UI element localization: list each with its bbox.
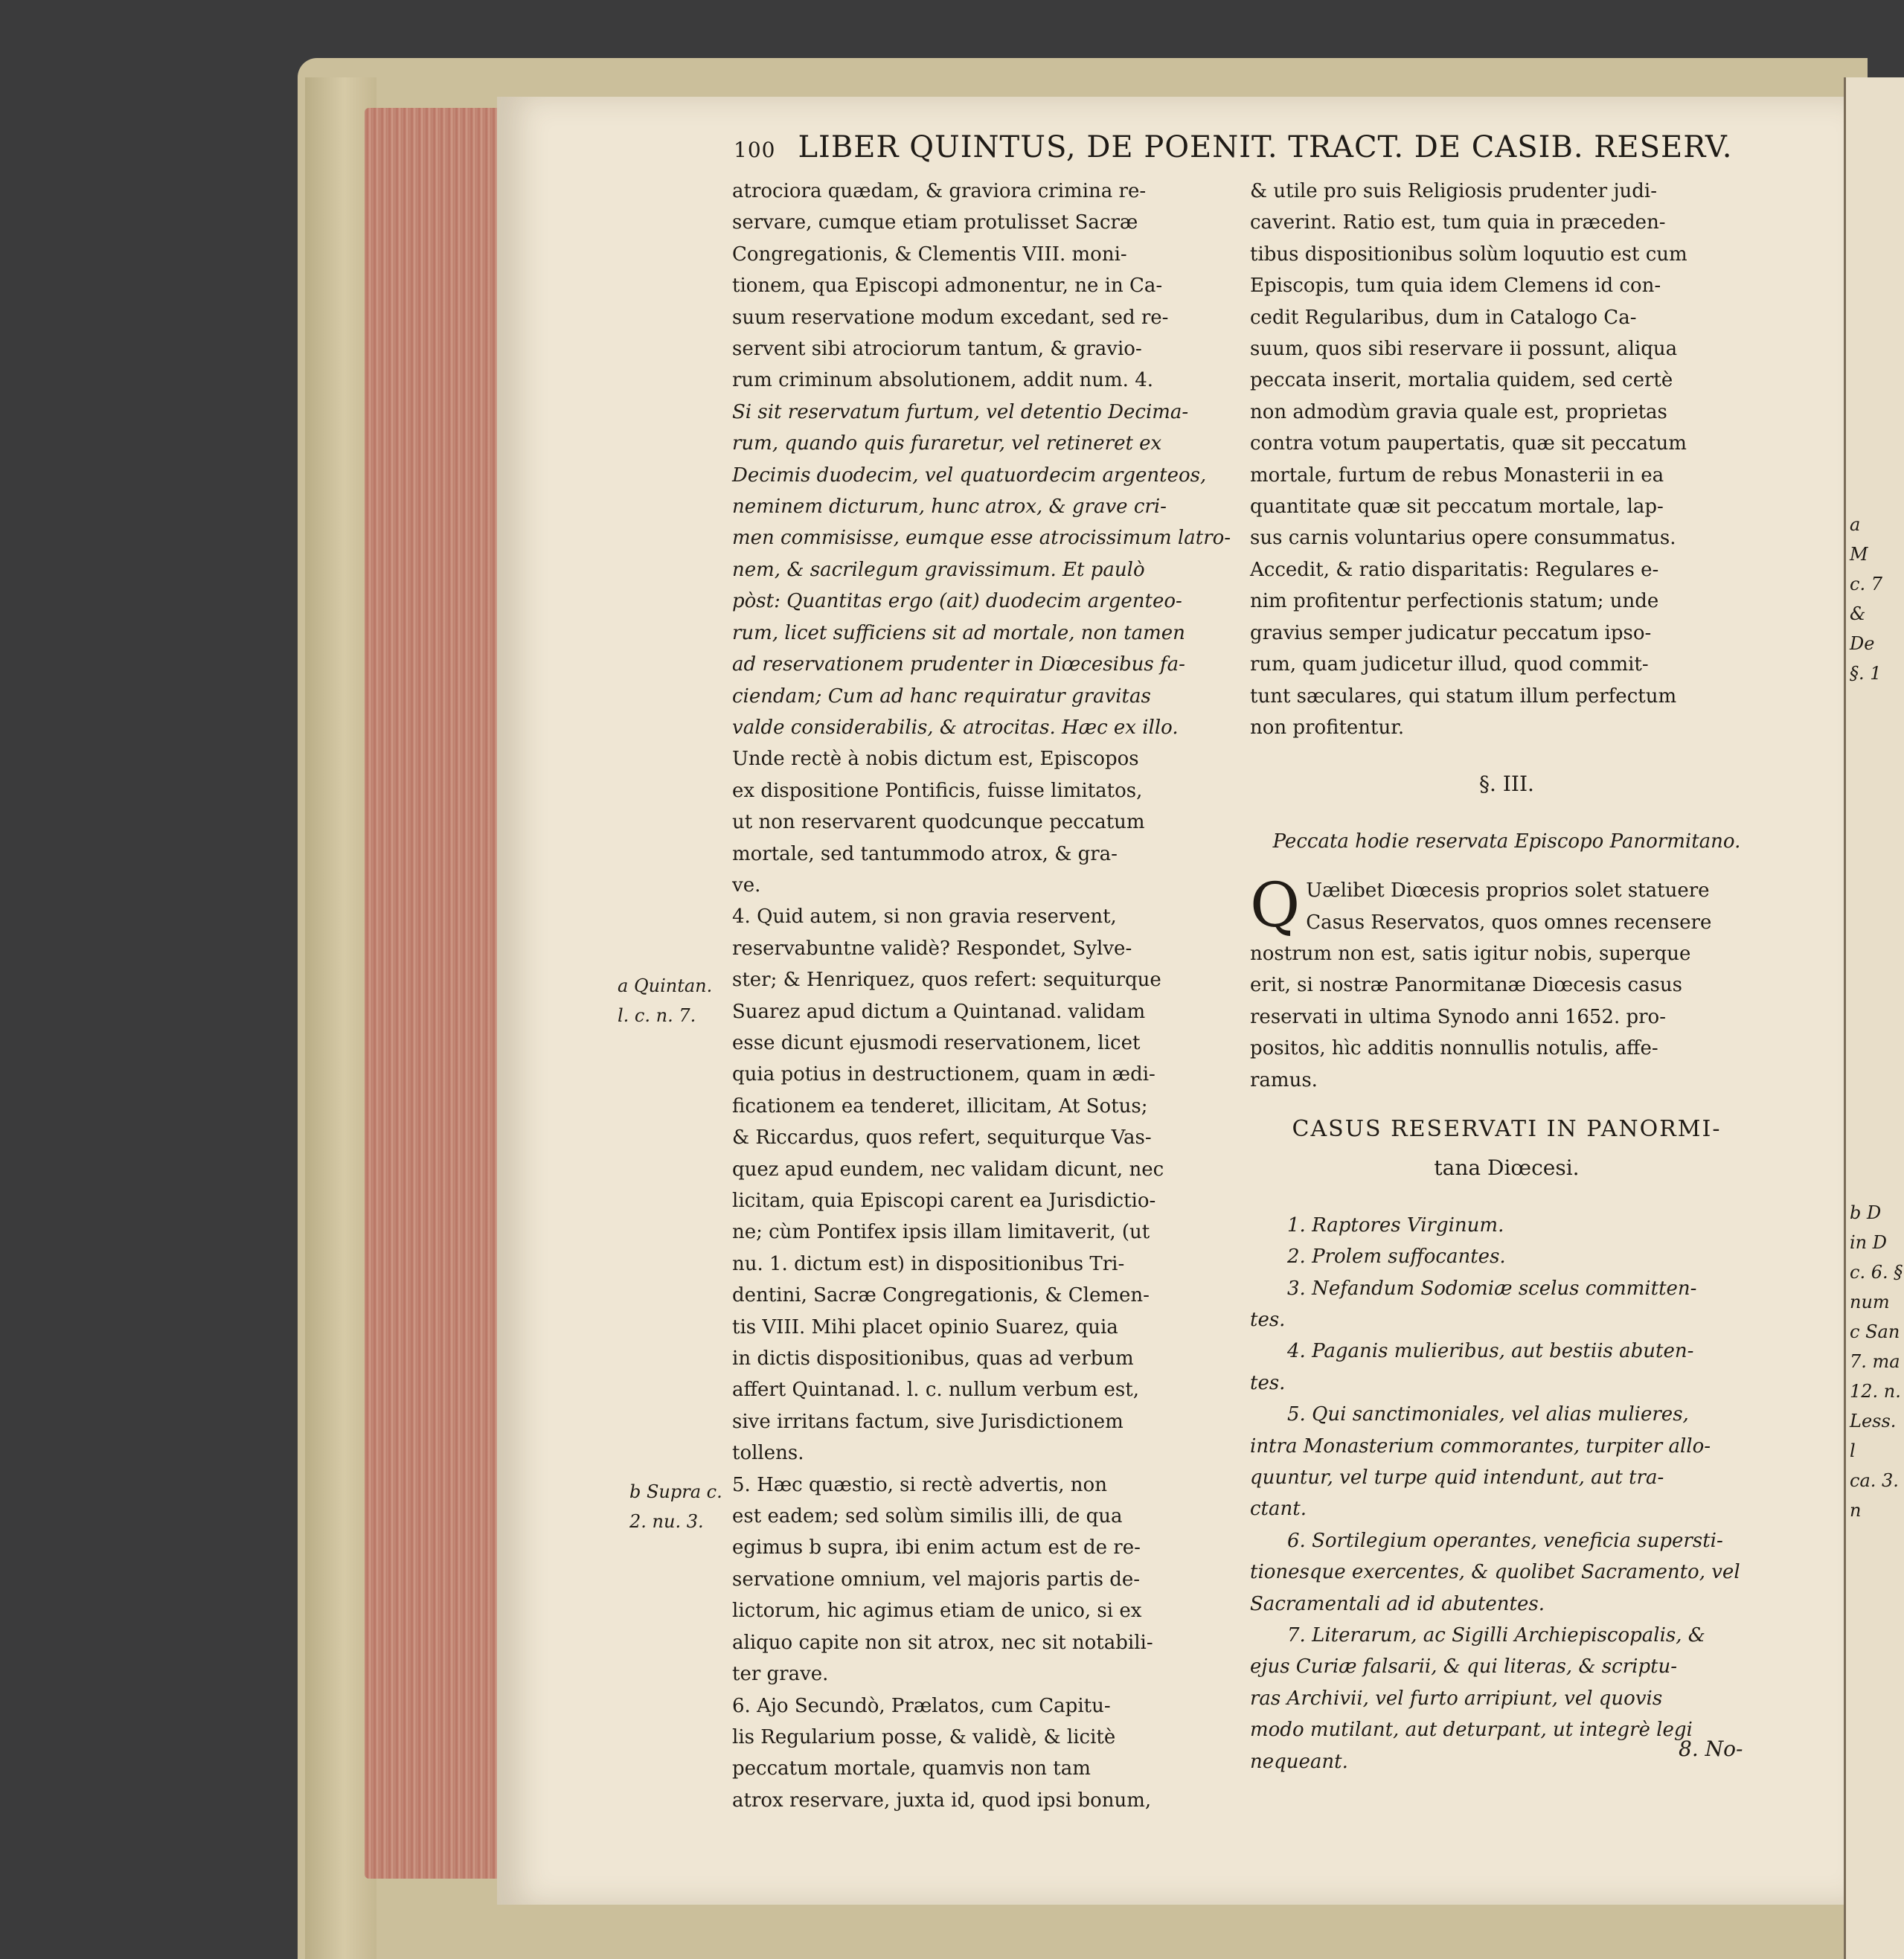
list-item: 5. Qui sanctimoniales, vel alias mulieres, xyxy=(1287,1403,1689,1426)
text-line: tis VIII. Mihi placet opinio Suarez, quia xyxy=(732,1315,1118,1338)
text-line: erit, si nostræ Panormitanæ Diœcesis casus xyxy=(1250,974,1682,997)
margin-line: Less. l xyxy=(1850,1411,1897,1461)
text-line: esse dicunt ejusmodi reservationem, licet xyxy=(732,1031,1141,1054)
margin-line: num xyxy=(1850,1292,1890,1312)
text-line: sus carnis voluntarius opere consummatus. xyxy=(1250,527,1676,550)
text-line: & Riccardus, quos refert, sequiturque Vas- xyxy=(732,1126,1152,1150)
text-line: affert Quintanad. l. c. nullum verbum est, xyxy=(732,1379,1139,1402)
text-line: peccata inserit, mortalia quidem, sed certè xyxy=(1250,369,1673,392)
margin-line: 2. nu. 3. xyxy=(629,1511,704,1532)
list-item: quuntur, vel turpe quid intendunt, aut tra- xyxy=(1250,1466,1664,1490)
list-item: 1. Raptores Virginum. xyxy=(1287,1213,1504,1237)
margin-line: c San xyxy=(1850,1321,1900,1342)
list-item: 7. Literarum, ac Sigilli Archiepiscopalis, & xyxy=(1287,1624,1705,1647)
list-item: tes. xyxy=(1250,1371,1286,1394)
text-line: suum reservatione modum excedant, sed re- xyxy=(732,306,1169,329)
text-line: atrociora quædam, & graviora crimina re- xyxy=(732,180,1147,202)
text-line: contra votum paupertatis, quæ sit peccatum xyxy=(1250,432,1687,455)
text-line: dentini, Sacræ Congregationis, & Clemen- xyxy=(732,1284,1150,1307)
text-line: valde considerabilis, & atrocitas. Hæc ex illo. xyxy=(732,716,1179,739)
text-line: rum criminum absolutionem, addit num. 4. xyxy=(732,369,1154,392)
text-line: pòst: Quantitas ergo (ait) duodecim argenteo- xyxy=(732,590,1182,613)
list-item: tionesque exercentes, & quolibet Sacramento, vel xyxy=(1250,1561,1740,1584)
text-line: peccatum mortale, quamvis non tam xyxy=(732,1757,1091,1780)
text-line: 6. Ajo Secundò, Prælatos, cum Capitu- xyxy=(732,1694,1111,1717)
page-number: 100 xyxy=(734,138,776,162)
text-line: nem, & sacrilegum gravissimum. Et paulò xyxy=(732,558,1145,581)
page-fore-edge xyxy=(365,108,499,1879)
catchword: 8. No- xyxy=(1679,1737,1743,1761)
list-item: ras Archivii, vel furto arripiunt, vel quovis xyxy=(1250,1687,1663,1710)
text-line: aliquo capite non sit atrox, nec sit notabili- xyxy=(732,1631,1153,1654)
margin-line: De xyxy=(1850,633,1875,654)
margin-line: a xyxy=(1850,514,1861,535)
margin-line: c. 7 xyxy=(1850,574,1882,594)
text-line: Episcopis, tum quia idem Clemens id con- xyxy=(1250,275,1661,298)
text-line: sive irritans factum, sive Jurisdictionem xyxy=(732,1410,1124,1433)
text-line: nostrum non est, satis igitur nobis, superque xyxy=(1250,942,1691,965)
text-line: servent sibi atrociorum tantum, & gravio- xyxy=(732,338,1142,361)
text-line: lis Regularium posse, & validè, & licitè xyxy=(732,1725,1116,1748)
list-item: modo mutilant, aut deturpant, ut integrè legi xyxy=(1250,1719,1693,1742)
text-line: lictorum, hic agimus etiam de unico, si ex xyxy=(732,1600,1142,1623)
text-line: tionem, qua Episcopi admonentur, ne in Ca- xyxy=(732,275,1163,298)
text-line: nu. 1. dictum est) in dispositionibus Tri- xyxy=(732,1252,1125,1275)
list-item: 3. Nefandum Sodomiæ scelus committen- xyxy=(1287,1277,1697,1300)
text-line: men commisisse, eumque esse atrocissimum latro- xyxy=(732,527,1231,550)
text-line: ramus. xyxy=(1250,1068,1318,1091)
margin-line: §. 1 xyxy=(1850,663,1882,684)
running-header xyxy=(734,130,1733,164)
margin-line: M xyxy=(1850,544,1868,565)
margin-note-b xyxy=(629,1477,722,1536)
text-line: non profitentur. xyxy=(1250,716,1405,739)
margin-line: b Supra c. xyxy=(629,1481,722,1502)
intro-paragraph xyxy=(1250,871,1763,1096)
text-line: gravius semper judicatur peccatum ipso- xyxy=(1250,621,1652,644)
margin-line: & xyxy=(1850,603,1866,624)
margin-line: 12. n. xyxy=(1850,1381,1901,1402)
right-page-sliver xyxy=(1844,77,1904,1959)
margin-line: ca. 3. n xyxy=(1850,1470,1899,1521)
text-line: Suarez apud dictum a Quintanad. validam xyxy=(732,1000,1146,1023)
text-line: ut non reservarent quodcunque peccatum xyxy=(732,811,1145,834)
text-line: mortale, furtum de rebus Monasterii in ea xyxy=(1250,464,1664,487)
section-subheading: Peccata hodie reservata Episcopo Panormitano. xyxy=(1272,830,1741,853)
text-line: est eadem; sed solùm similis illi, de qua xyxy=(732,1505,1123,1528)
text-line: mortale, sed tantummodo atrox, & gra- xyxy=(732,842,1118,865)
margin-line: b D xyxy=(1850,1202,1882,1223)
left-text-column xyxy=(732,176,1231,1816)
text-line: 4. Quid autem, si non gravia reservent, xyxy=(732,905,1117,929)
list-item: nequeant. xyxy=(1250,1750,1348,1773)
text-line: reservabuntne validè? Respondet, Sylve- xyxy=(732,937,1132,960)
text-line: atrox reservare, juxta id, quod ipsi bonum, xyxy=(732,1789,1152,1812)
text-line: ciendam; Cum ad hanc requiratur gravitas xyxy=(732,684,1151,708)
text-line: licitam, quia Episcopi carent ea Jurisdictio- xyxy=(732,1190,1156,1212)
text-line: rum, quam judicetur illud, quod commit- xyxy=(1250,653,1649,676)
text-line: quantitate quæ sit peccatum mortale, lap- xyxy=(1250,496,1664,519)
margin-line: c. 6. § xyxy=(1850,1262,1903,1283)
margin-line: l. c. n. 7. xyxy=(618,1005,696,1026)
section-mark: §. III. xyxy=(1479,772,1534,797)
text-line: ficationem ea tenderet, illicitam, At Sotus; xyxy=(732,1094,1148,1118)
text-line: servare, cumque etiam protulisset Sacræ xyxy=(732,211,1138,234)
margin-line: in D xyxy=(1850,1232,1888,1253)
text-line: quez apud eundem, nec validam dicunt, nec xyxy=(732,1158,1164,1181)
text-line: Unde rectè à nobis dictum est, Episcopos xyxy=(732,748,1139,771)
text-line: ad reservationem prudenter in Diœcesibus fa- xyxy=(732,653,1185,676)
text-line: reservati in ultima Synodo anni 1652. pro- xyxy=(1250,1005,1666,1028)
text-line: cedit Regularibus, dum in Catalogo Ca- xyxy=(1250,306,1637,329)
running-title: LIBER QUINTUS, DE POENIT. TRACT. DE CASIB. RESERV. xyxy=(798,130,1733,164)
text-line: Decimis duodecim, vel quatuordecim argenteos, xyxy=(732,464,1207,487)
list-item: intra Monasterium commorantes, turpiter allo- xyxy=(1250,1434,1711,1458)
text-line: Accedit, & ratio disparitatis: Regulares e- xyxy=(1250,558,1659,581)
casus-heading: CASUS RESERVATI IN PANORMI- xyxy=(1292,1115,1722,1142)
margin-line: 7. ma xyxy=(1850,1351,1900,1372)
right-text-column xyxy=(1250,176,1763,1777)
text-line: ve. xyxy=(732,873,761,897)
text-line: quia potius in destructionem, quam in ædi- xyxy=(732,1063,1155,1086)
text-line: Si sit reservatum furtum, vel detentio Decima- xyxy=(732,400,1189,423)
text-line: Uælibet Diœcesis proprios solet statuere xyxy=(1306,879,1710,902)
text-line: Casus Reservatos, quos omnes recensere xyxy=(1306,911,1712,934)
right-margin-note-2 xyxy=(1850,1198,1904,1525)
list-item: ejus Curiæ falsarii, & qui literas, & scriptu- xyxy=(1250,1655,1678,1679)
list-item: tes. xyxy=(1250,1309,1286,1331)
text-line: tibus dispositionibus solùm loquutio est cum xyxy=(1250,243,1687,266)
right-margin-note-1 xyxy=(1850,510,1882,688)
list-item: 6. Sortilegium operantes, veneficia supersti- xyxy=(1287,1529,1723,1552)
text-line: rum, licet sufficiens sit ad mortale, non tamen xyxy=(732,621,1185,644)
list-item: Sacramentali ad id abutentes. xyxy=(1250,1592,1545,1615)
text-line: rum, quando quis furaretur, vel retineret ex xyxy=(732,432,1162,455)
list-item: 2. Prolem suffocantes. xyxy=(1287,1245,1506,1269)
text-line: ne; cùm Pontifex ipsis illam limitaverit, (ut xyxy=(732,1221,1150,1244)
casus-heading-2: tana Diœcesi. xyxy=(1434,1155,1580,1181)
drop-cap: Q xyxy=(1250,871,1301,942)
text-line: 5. Hæc quæstio, si rectè advertis, non xyxy=(732,1473,1107,1496)
text-line: ter grave. xyxy=(732,1663,829,1686)
text-line: positos, hìc additis nonnullis notulis, affe- xyxy=(1250,1037,1658,1060)
text-line: tollens. xyxy=(732,1442,804,1465)
list-item: 4. Paganis mulieribus, aut bestiis abuten- xyxy=(1287,1340,1694,1363)
text-line: Congregationis, & Clementis VIII. moni- xyxy=(732,243,1127,266)
text-line: & utile pro suis Religiosis prudenter judi- xyxy=(1250,180,1658,202)
text-line: ster; & Henriquez, quos refert: sequiturque xyxy=(732,969,1161,992)
text-line: in dictis dispositionibus, quas ad verbum xyxy=(732,1347,1134,1370)
text-line: ex dispositione Pontificis, fuisse limitatos, xyxy=(732,779,1143,802)
margin-line: a Quintan. xyxy=(618,975,713,996)
margin-note-a xyxy=(618,971,712,1030)
text-line: neminem dicturum, hunc atrox, & grave cri- xyxy=(732,496,1167,519)
text-line: suum, quos sibi reservare ii possunt, aliqua xyxy=(1250,338,1678,361)
text-line: tunt sæculares, qui statum illum perfectum xyxy=(1250,684,1677,708)
list-item: ctant. xyxy=(1250,1498,1307,1521)
text-line: egimus b supra, ibi enim actum est de re- xyxy=(732,1536,1141,1559)
text-line: caverint. Ratio est, tum quia in præceden- xyxy=(1250,211,1666,234)
text-line: servatione omnium, vel majoris partis de- xyxy=(732,1568,1141,1591)
text-line: nim profitentur perfectionis statum; unde xyxy=(1250,590,1659,613)
text-line: non admodùm gravia quale est, proprietas xyxy=(1250,400,1667,423)
